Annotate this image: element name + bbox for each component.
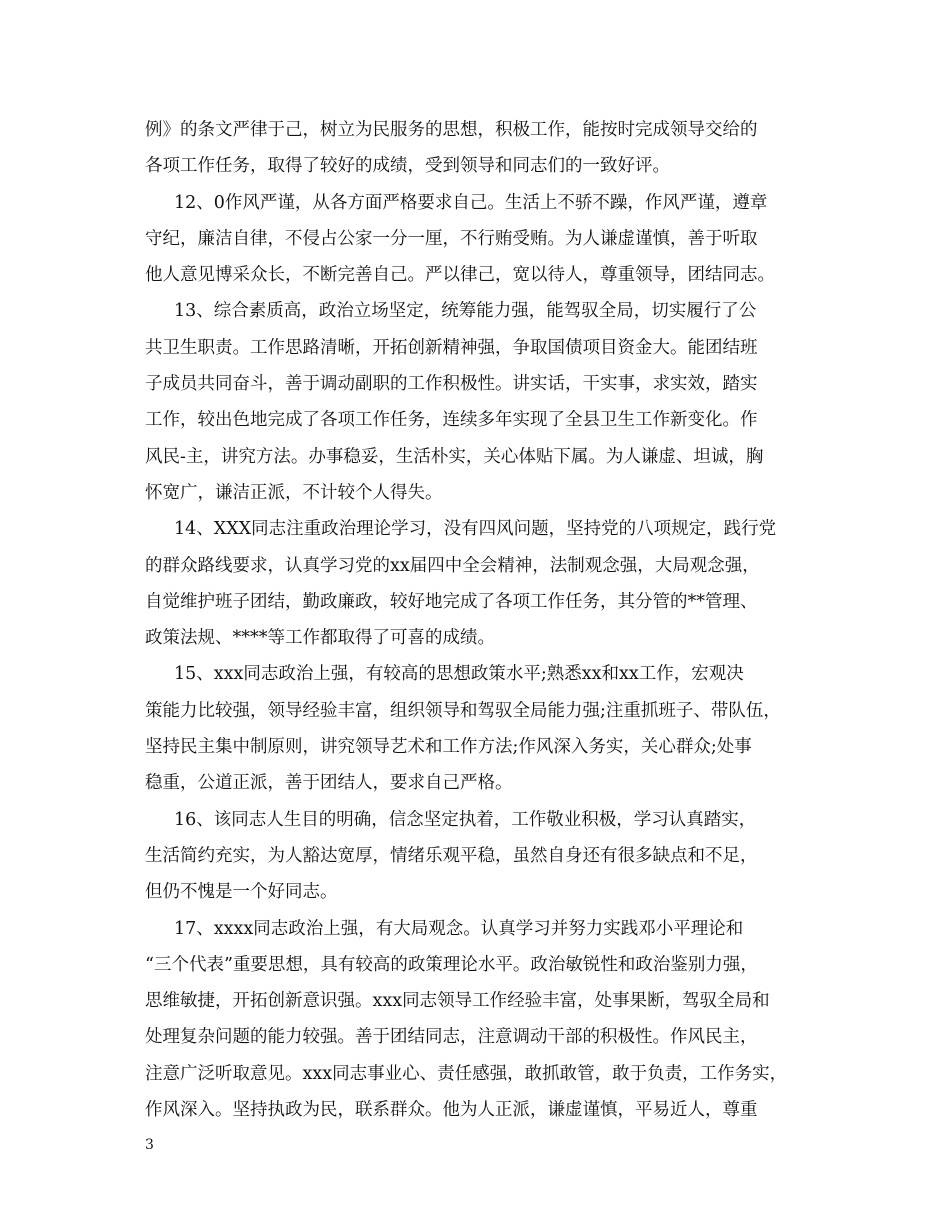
text-line: 他人意见博采众长，不断完善自己。严以律己，宽以待人，尊重领导，团结同志。 — [145, 265, 775, 286]
text-line: 处理复杂问题的能力较强。善于团结同志，注意调动干部的积极性。作风民主， — [145, 1027, 758, 1048]
text-line: 各项工作任务，取得了较好的成绩，受到领导和同志们的一致好评。 — [145, 156, 670, 177]
text-line: 共卫生职责。工作思路清晰，开拓创新精神强，争取国债项目资金大。能团结班 — [145, 337, 758, 358]
paragraph-first-line: 14、XXX同志注重政治理论学习，没有四风问题，坚持党的八项规定，践行党 — [174, 519, 777, 540]
text-line: 怀宽广，谦洁正派，不计较个人得失。 — [145, 482, 443, 503]
text-line: 策能力比较强，领导经验丰富，组织领导和驾驭全局能力强;注重抓班子、带队伍， — [145, 700, 781, 721]
text-line: 作风深入。坚持执政为民，联系群众。他为人正派，谦虚谨慎，平易近人，尊重 — [145, 1100, 758, 1121]
text-line: 但仍不愧是一个好同志。 — [145, 882, 338, 903]
text-line: 思维敏捷，开拓创新意识强。xxx同志领导工作经验丰富，处事果断，驾驭全局和 — [145, 991, 770, 1012]
paragraph-first-line: 12、0作风严谨，从各方面严格要求自己。生活上不骄不躁，作风严谨，遵章 — [174, 192, 768, 213]
text-line: 注意广泛听取意见。xxx同志事业心、责任感强，敢抓敢管，敢于负责，工作务实， — [145, 1063, 788, 1084]
text-line: 子成员共同奋斗，善于调动副职的工作积极性。讲实话，干实事，求实效，踏实 — [145, 374, 758, 395]
text-line: 坚持民主集中制原则，讲究领导艺术和工作方法;作风深入务实，关心群众;处事 — [145, 737, 752, 758]
text-line: 政策法规、****等工作都取得了可喜的成绩。 — [145, 628, 495, 649]
paragraph-first-line: 15、xxx同志政治上强，有较高的思想政策水平;熟悉xx和xx工作，宏观决 — [174, 664, 744, 685]
text-line: 稳重，公道正派，善于团结人，要求自己严格。 — [145, 773, 513, 794]
document-body — [145, 112, 815, 1128]
paragraph-first-line: 17、xxxx同志政治上强，有大局观念。认真学习并努力实践邓小平理论和 — [174, 918, 744, 939]
paragraph-first-line: 16、该同志人生目的明确，信念坚定执着，工作敬业积极，学习认真踏实， — [174, 809, 757, 830]
text-line: “三个代表”重要思想，具有较高的政策理论水平。政治敏锐性和政治鉴别力强， — [145, 954, 758, 975]
text-line: 守纪，廉洁自律，不侵占公家一分一厘，不行贿受贿。为人谦虚谨慎，善于听取 — [145, 228, 758, 249]
page-number: 3 — [145, 1137, 154, 1153]
paragraph-first-line: 13、综合素质高，政治立场坚定，统筹能力强，能驾驭全局，切实履行了公 — [174, 301, 757, 322]
text-line: 生活简约充实，为人豁达宽厚，情绪乐观平稳，虽然自身还有很多缺点和不足， — [145, 845, 758, 866]
text-line: 例》的条文严律于己，树立为民服务的思想，积极工作，能按时完成领导交给的 — [145, 120, 758, 140]
text-line: 自觉维护班子团结，勤政廉政，较好地完成了各项工作任务，其分管的**管理、 — [145, 591, 758, 612]
text-line: 的群众路线要求，认真学习党的xx届四中全会精神，法制观念强，大局观念强， — [145, 555, 760, 576]
text-line: 工作，较出色地完成了各项工作任务，连续多年实现了全县卫生工作新变化。作 — [145, 410, 758, 431]
text-line: 风民-主，讲究方法。办事稳妥，生活朴实，关心体贴下属。为人谦虚、坦诚，胸 — [145, 446, 764, 467]
